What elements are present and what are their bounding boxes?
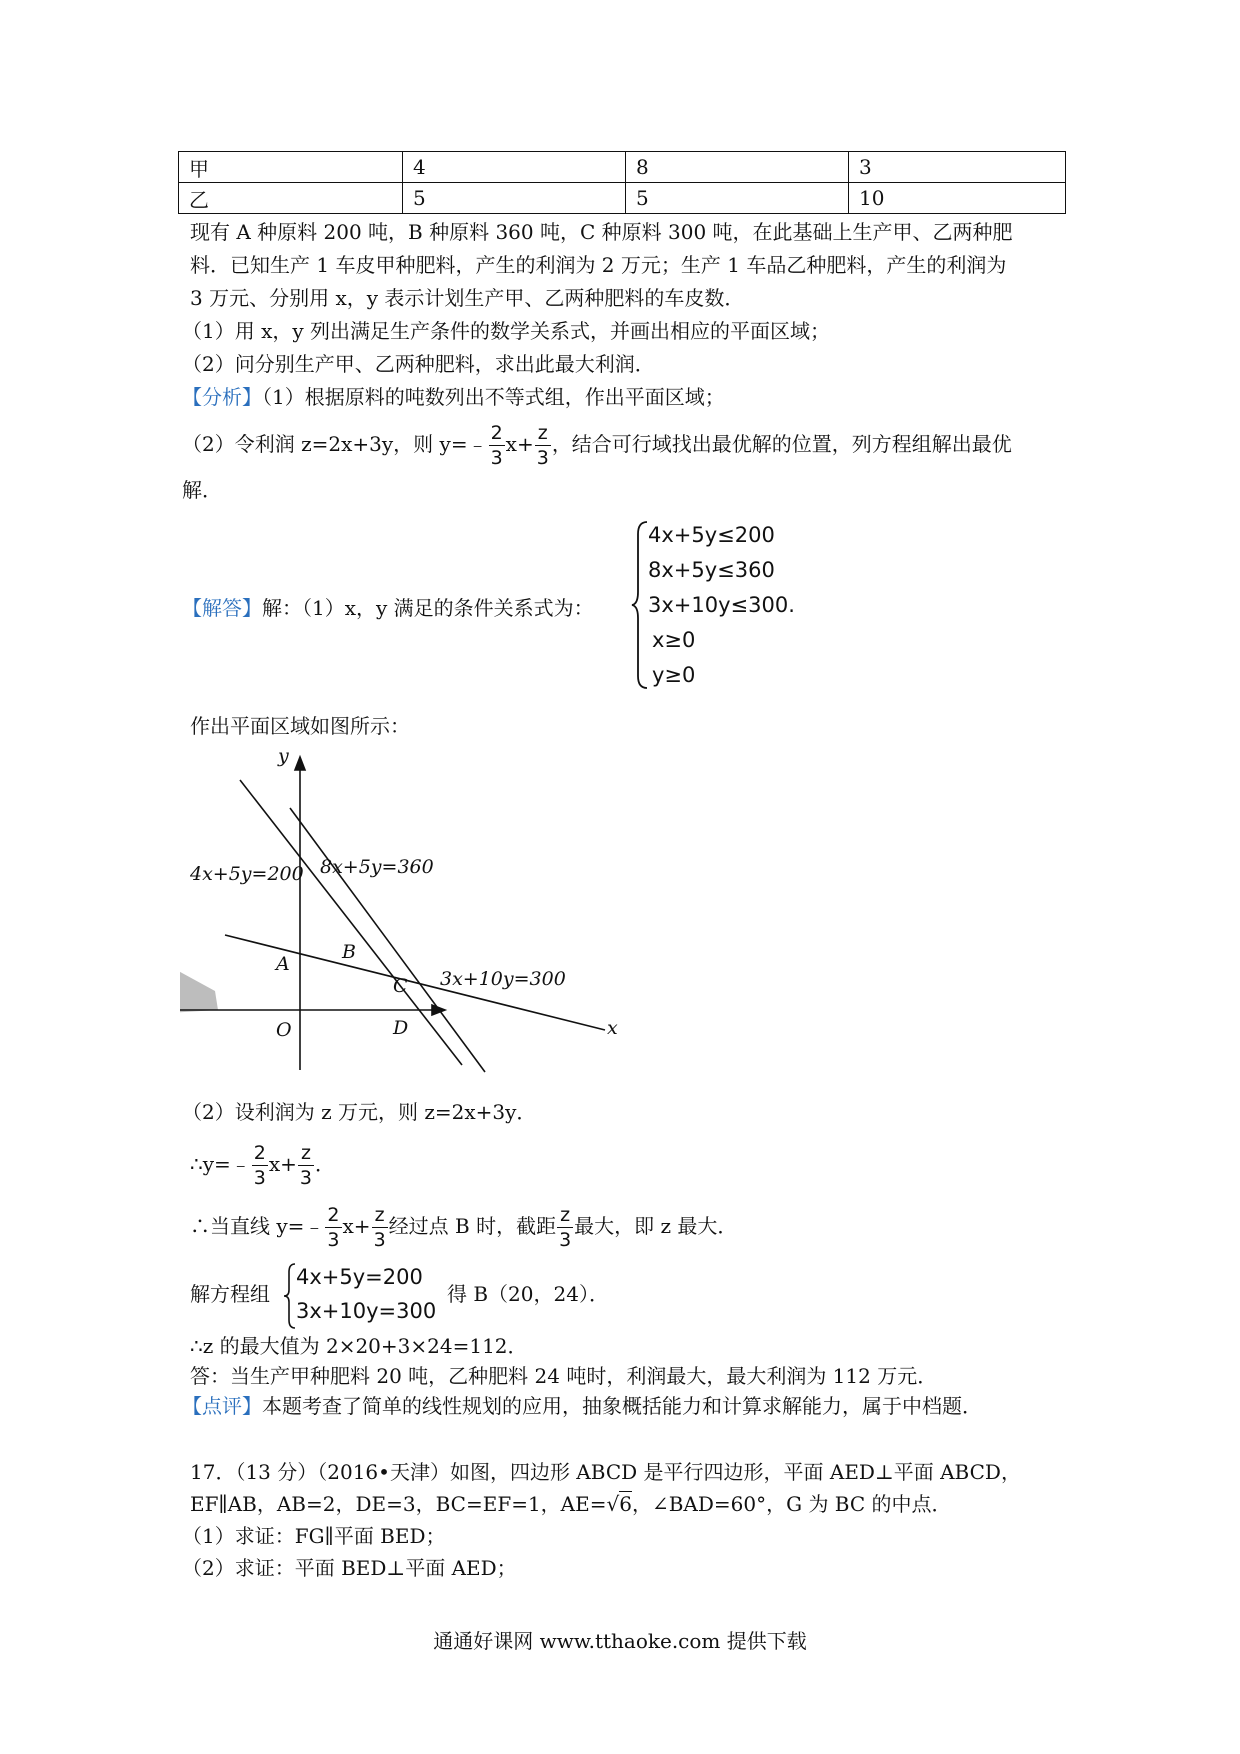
fraction	[535, 421, 551, 470]
table-row	[179, 152, 1066, 183]
table-cell: 8	[626, 152, 849, 183]
fraction-denominator: 3	[559, 1229, 572, 1251]
fraction-numerator: z	[298, 1141, 314, 1166]
left-brace	[283, 1262, 297, 1330]
point-a-label: A	[276, 953, 290, 975]
table-cell: 甲	[179, 152, 403, 183]
answer-tag: 【解答】	[182, 596, 262, 620]
comment-text: 本题考查了简单的线性规划的应用，抽象概括能力和计算求解能力，属于中档题．	[262, 1394, 982, 1418]
line-4x5y-200	[240, 780, 462, 1065]
answer-line-s7: 答：当生产甲种肥料 20 吨，乙种肥料 24 吨时，利润最大，最大利润为 112 万元．	[190, 1364, 938, 1388]
answer-line-s5-result: 得 B（20，24）．	[447, 1282, 609, 1306]
origin-label: O	[276, 1019, 292, 1041]
equation: 4x+5y=200	[296, 1265, 423, 1289]
analysis-line-2	[182, 418, 1012, 470]
fraction-numerator: z	[535, 421, 551, 446]
fraction-denominator: 3	[490, 447, 503, 469]
analysis-text-3: ，结合可行域找出最优解的位置，列方程组解出最优	[551, 432, 1012, 456]
comment-tag: 【点评】	[182, 1394, 262, 1418]
problem-line-2: 料．已知生产 1 车皮甲种肥料，产生的利润为 2 万元；生产 1 车品乙种肥料，产生的利润为	[190, 253, 1007, 277]
analysis-line-3: 解．	[182, 478, 222, 502]
inequality: 3x+10y≤300.	[648, 593, 795, 617]
fraction	[325, 1203, 341, 1252]
problem-line-1: 现有 A 种原料 200 吨，B 种原料 360 吨，C 种原料 300 吨，在此基础上生产甲、乙两种肥	[190, 220, 1013, 244]
q17-text: EF∥AB，AB=2，DE=3，BC=EF=1，AE=	[190, 1492, 607, 1516]
table-cell: 4	[403, 152, 626, 183]
s4-mid: 经过点 B 时，截距	[388, 1214, 557, 1238]
analysis-text-2: （2）令利润 z=2x+3y，则 y=﹣	[182, 432, 488, 456]
inequality: x≥0	[652, 628, 696, 652]
fraction	[557, 1203, 573, 1252]
s3-text: ∴y=﹣	[190, 1152, 251, 1176]
answer-line-s2: （2）设利润为 z 万元，则 z=2x+3y．	[182, 1100, 537, 1124]
answer-line-1	[182, 594, 594, 622]
question-2: （2）问分别生产甲、乙两种肥料，求出此最大利润．	[182, 352, 655, 376]
answer-line-s5: 解方程组	[190, 1282, 270, 1306]
sqrt-symbol: √	[606, 1492, 620, 1516]
question-1: （1）用 x，y 列出满足生产条件的数学关系式，并画出相应的平面区域；	[182, 319, 831, 343]
q17-part-1: （1）求证：FG∥平面 BED；	[182, 1524, 446, 1548]
comment-line	[182, 1392, 982, 1420]
x-plus: x+	[268, 1152, 297, 1176]
answer-line-s6: ∴z 的最大值为 2×20+3×24=112．	[190, 1334, 528, 1358]
answer-intro: 解：（1）x，y 满足的条件关系式为：	[262, 596, 594, 620]
left-brace	[630, 520, 650, 690]
inequality: y≥0	[652, 663, 696, 687]
s4-end: 最大，即 z 最大．	[574, 1214, 738, 1238]
fraction-numerator: 2	[327, 1204, 340, 1226]
fraction-denominator: 3	[373, 1229, 386, 1251]
q17-line-1: 17．（13 分）（2016•天津）如图，四边形 ABCD 是平行四边形，平面 AED⊥平面 ABCD，	[190, 1460, 1021, 1484]
point-c-label: C	[393, 975, 408, 997]
page-footer: 通通好课网 www.tthaoke.com 提供下载	[433, 1629, 807, 1653]
inequality-system	[648, 518, 795, 693]
s4-text: ∴当直线 y=﹣	[190, 1214, 325, 1238]
y-label: y	[278, 745, 289, 767]
inequality: 4x+5y≤200	[648, 523, 775, 547]
q17-line-2	[190, 1490, 952, 1518]
table-row	[179, 183, 1066, 214]
table-cell: 5	[626, 183, 849, 214]
line-label-4x5y: 4x+5y=200	[190, 863, 304, 885]
feasible-region-graph	[180, 745, 640, 1075]
fraction	[372, 1203, 388, 1252]
q17-part-2: （2）求证：平面 BED⊥平面 AED；	[182, 1556, 517, 1580]
line-8x5y-360	[290, 808, 485, 1072]
sqrt-argument: 6	[619, 1492, 632, 1516]
fraction-denominator: 3	[299, 1167, 313, 1189]
x-plus: x+	[342, 1214, 371, 1238]
q17-text-end: ，∠BAD=60°，G 为 BC 的中点．	[631, 1492, 952, 1516]
point-d-label: D	[393, 1017, 409, 1039]
feasible-region	[180, 956, 218, 1016]
table-cell: 乙	[179, 183, 403, 214]
problem-line-3: 3 万元、分别用 x，y 表示计划生产甲、乙两种肥料的车皮数．	[190, 286, 745, 310]
equation: 3x+10y=300	[296, 1299, 437, 1323]
fraction-denominator: 3	[536, 447, 549, 469]
fraction	[489, 421, 505, 470]
fraction	[252, 1141, 268, 1190]
fraction-denominator: 3	[253, 1167, 266, 1189]
equation-system	[296, 1260, 436, 1328]
fraction-numerator: 2	[253, 1142, 266, 1164]
inequality: 8x+5y≤360	[648, 558, 775, 582]
fraction-numerator: 2	[490, 422, 503, 444]
line-label-8x5y: 8x+5y=360	[320, 856, 434, 878]
point-b-label: B	[342, 941, 356, 963]
y-axis-arrow	[295, 757, 305, 770]
fraction-numerator: z	[372, 1203, 388, 1228]
s3-end: ．	[315, 1152, 336, 1176]
answer-line-s4	[190, 1200, 737, 1252]
x-label: x	[607, 1017, 618, 1039]
fraction-denominator: 3	[327, 1229, 340, 1251]
x-plus: x+	[505, 432, 534, 456]
table-cell: 3	[849, 152, 1066, 183]
table-cell: 5	[403, 183, 626, 214]
line-label-3x10y: 3x+10y=300	[440, 968, 566, 990]
table-cell: 10	[849, 183, 1066, 214]
analysis-text-1: （1）根据原料的吨数列出不等式组，作出平面区域；	[262, 385, 725, 409]
analysis-tag: 【分析】	[182, 385, 262, 409]
fraction-numerator: z	[557, 1203, 573, 1228]
fertilizer-table	[178, 151, 1066, 214]
fraction	[298, 1141, 314, 1190]
answer-line-s3	[190, 1138, 335, 1190]
region-text: 作出平面区域如图所示：	[190, 714, 410, 738]
analysis-line-1	[182, 383, 725, 411]
